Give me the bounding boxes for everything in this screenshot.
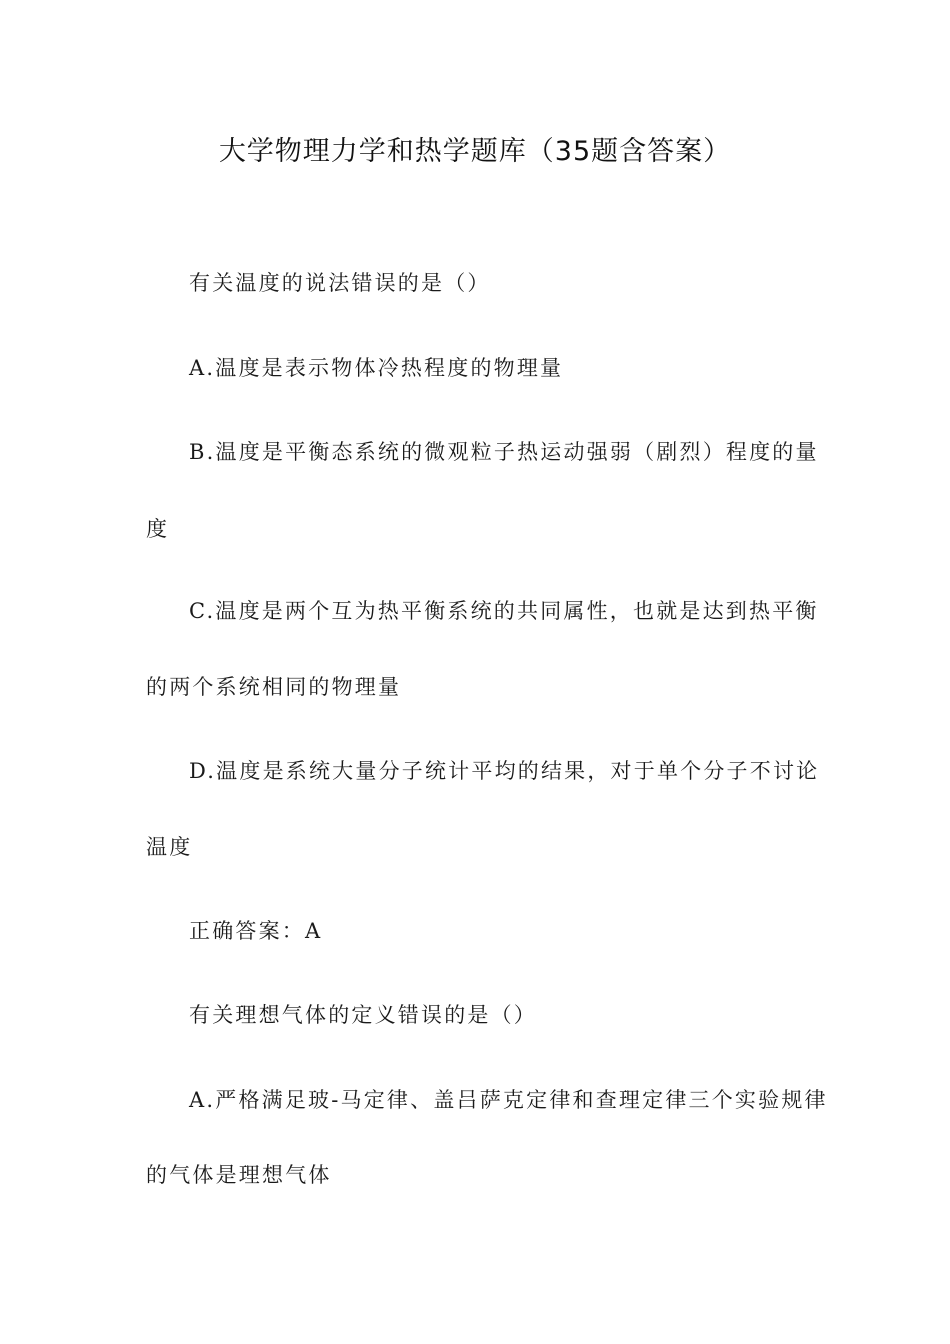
question-2-stem: 有关理想气体的定义错误的是（） bbox=[189, 1003, 537, 1027]
question-1-option-b: B.温度是平衡态系统的微观粒子热运动强弱（剧烈）程度的量 bbox=[189, 440, 819, 464]
question-1-option-d-continued: 温度 bbox=[146, 835, 193, 859]
question-2-option-a-continued: 的气体是理想气体 bbox=[146, 1163, 332, 1187]
question-1-option-c: C.温度是两个互为热平衡系统的共同属性，也就是达到热平衡 bbox=[189, 599, 819, 623]
question-1-option-a: A.温度是表示物体冷热程度的物理量 bbox=[189, 356, 564, 380]
question-1-stem: 有关温度的说法错误的是（） bbox=[189, 271, 491, 295]
page-title: 大学物理力学和热学题库（35题含答案） bbox=[218, 136, 732, 167]
question-1-option-d: D.温度是系统大量分子统计平均的结果，对于单个分子不讨论 bbox=[189, 759, 820, 783]
question-1-answer: 正确答案：A bbox=[189, 919, 323, 943]
question-1-option-c-continued: 的两个系统相同的物理量 bbox=[146, 675, 402, 699]
question-1-option-b-continued: 度 bbox=[146, 517, 170, 541]
question-2-option-a: A.严格满足玻-马定律、盖吕萨克定律和查理定律三个实验规律 bbox=[189, 1088, 828, 1112]
